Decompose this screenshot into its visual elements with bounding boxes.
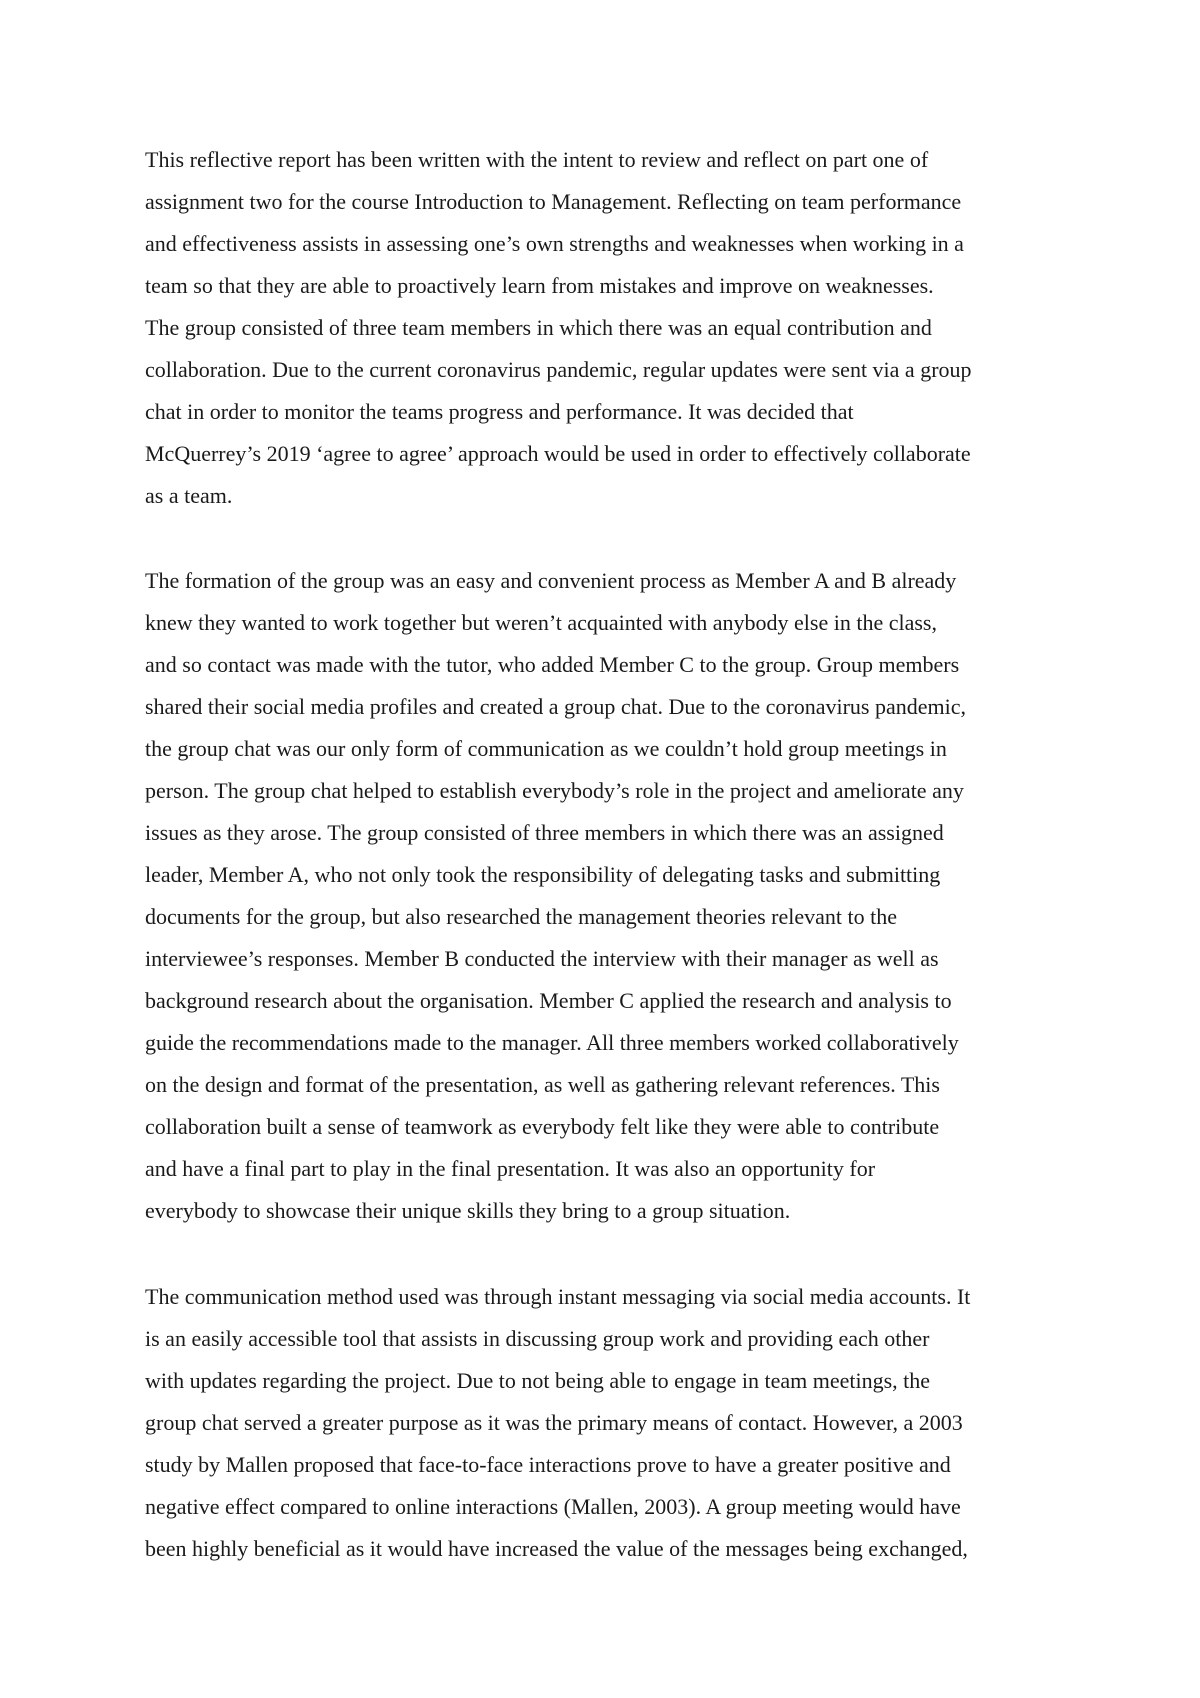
text-line: collaboration built a sense of teamwork as everybody felt like they were able to contribute [145, 1114, 940, 1139]
text-line: negative effect compared to online interactions (Mallen, 2003). A group meeting would have [145, 1494, 961, 1519]
text-line: on the design and format of the presentation, as well as gathering relevant references. This [145, 1072, 940, 1097]
text-line: The communication method used was through instant messaging via social media accounts. It [145, 1284, 971, 1309]
text-line: and effectiveness assists in assessing one’s own strengths and weaknesses when working in a [145, 231, 964, 256]
text-line: The formation of the group was an easy and convenient process as Member A and B already [145, 568, 957, 593]
paragraph-introduction [145, 139, 1075, 517]
text-line: study by Mallen proposed that face-to-face interactions prove to have a greater positive and [145, 1452, 951, 1477]
text-line: and have a final part to play in the final presentation. It was also an opportunity for [145, 1156, 876, 1181]
text-line: This reflective report has been written with the intent to review and reflect on part one of [145, 147, 929, 172]
text-line: leader, Member A, who not only took the responsibility of delegating tasks and submitting [145, 862, 941, 887]
text-line: assignment two for the course Introduction to Management. Reflecting on team performance [145, 189, 962, 214]
text-line: person. The group chat helped to establish everybody’s role in the project and ameliorate any [145, 778, 964, 803]
text-line: background research about the organisation. Member C applied the research and analysis to [145, 988, 952, 1013]
text-line: chat in order to monitor the teams progress and performance. It was decided that [145, 399, 854, 424]
paragraph-group-formation [145, 560, 1075, 1232]
text-line: is an easily accessible tool that assists in discussing group work and providing each other [145, 1326, 930, 1351]
text-line: the group chat was our only form of communication as we couldn’t hold group meetings in [145, 736, 947, 761]
text-line: everybody to showcase their unique skills they bring to a group situation. [145, 1198, 791, 1223]
text-line: and so contact was made with the tutor, who added Member C to the group. Group members [145, 652, 960, 677]
text-line: been highly beneficial as it would have increased the value of the messages being exchanged, [145, 1536, 968, 1561]
text-line: McQuerrey’s 2019 ‘agree to agree’ approach would be used in order to effectively collaborate [145, 441, 971, 466]
text-line: The group consisted of three team members in which there was an equal contribution and [145, 315, 932, 340]
text-line: knew they wanted to work together but weren’t acquainted with anybody else in the class, [145, 610, 937, 635]
text-line: documents for the group, but also researched the management theories relevant to the [145, 904, 898, 929]
text-line: with updates regarding the project. Due to not being able to engage in team meetings, the [145, 1368, 931, 1393]
text-line: as a team. [145, 483, 233, 508]
text-line: interviewee’s responses. Member B conducted the interview with their manager as well as [145, 946, 939, 971]
paragraph-communication-method [145, 1276, 1075, 1570]
text-line: guide the recommendations made to the manager. All three members worked collaboratively [145, 1030, 959, 1055]
text-line: group chat served a greater purpose as it was the primary means of contact. However, a 2003 [145, 1410, 963, 1435]
text-line: collaboration. Due to the current coronavirus pandemic, regular updates were sent via a group [145, 357, 972, 382]
text-line: issues as they arose. The group consisted of three members in which there was an assigned [145, 820, 944, 845]
text-line: team so that they are able to proactively learn from mistakes and improve on weaknesses. [145, 273, 934, 298]
text-line: shared their social media profiles and created a group chat. Due to the coronavirus pandemic, [145, 694, 967, 719]
